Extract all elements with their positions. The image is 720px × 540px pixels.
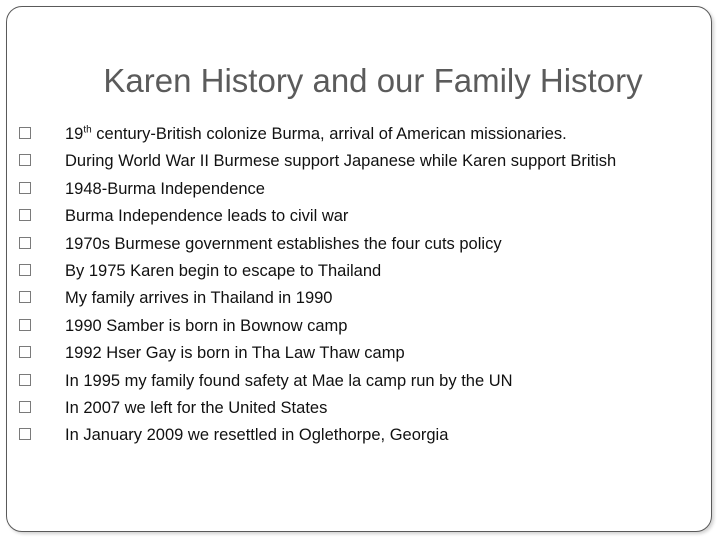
bullet-text: 19th century-British colonize Burma, arrival of American missionaries. (65, 124, 567, 143)
checkbox-bullet-icon (19, 346, 31, 358)
checkbox-bullet-icon (19, 319, 31, 331)
bullet-text: 1948-Burma Independence (65, 179, 265, 198)
checkbox-bullet-icon (19, 237, 31, 249)
bullet-text: 1992 Hser Gay is born in Tha Law Thaw camp (65, 344, 405, 363)
bullet-text: In 1995 my family found safety at Mae la camp run by the UN (65, 371, 513, 390)
checkbox-bullet-icon (19, 401, 31, 413)
checkbox-bullet-icon (19, 209, 31, 221)
bullet-text: My family arrives in Thailand in 1990 (65, 289, 333, 308)
bullet-text: In 2007 we left for the United States (65, 399, 328, 417)
checkbox-bullet-icon (19, 182, 31, 194)
bullet-text: During World War II Burmese support Japanese while Karen support British (65, 152, 617, 171)
bullet-text: Burma Independence leads to civil war (65, 207, 349, 226)
bullet-text: In January 2009 we resettled in Oglethorpe, Georgia (65, 426, 449, 445)
slide-title: Karen History and our Family History (103, 62, 643, 99)
checkbox-bullet-icon (19, 428, 31, 440)
bullet-text: 1990 Samber is born in Bownow camp (65, 316, 348, 335)
bullet-text: By 1975 Karen begin to escape to Thailand (65, 262, 382, 280)
checkbox-bullet-icon (19, 291, 31, 303)
checkbox-bullet-icon (19, 264, 31, 276)
checkbox-bullet-icon (19, 154, 31, 166)
checkbox-bullet-icon (19, 127, 31, 139)
bullet-text: 1970s Burmese government establishes the four cuts policy (65, 234, 502, 253)
checkbox-bullet-icon (19, 374, 31, 386)
